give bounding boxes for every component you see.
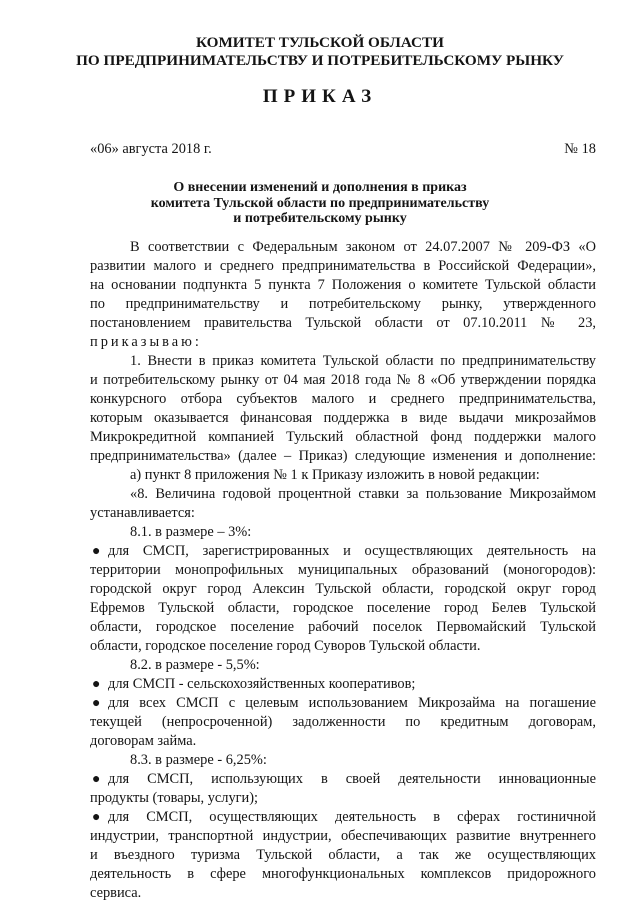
bullet-icon: ● bbox=[92, 810, 101, 825]
orders-word: приказываю: bbox=[90, 334, 202, 350]
body-line: по предпринимательству и потребительскому рынку, утвержденного bbox=[90, 296, 596, 312]
rate-8-1: 8.1. в размере – 3%: bbox=[130, 524, 252, 540]
body-line: конкурсного отбора субъектов малого и среднего предпринимательства, bbox=[90, 391, 596, 407]
document-title: ПРИКАЗ bbox=[262, 86, 378, 107]
bullet-icon: ● bbox=[92, 772, 101, 787]
subject-line1: О внесении изменений и дополнения в приказ bbox=[173, 180, 467, 195]
body-line: продукты (товары, услуги); bbox=[90, 790, 259, 806]
body-line: индустрии, транспортной индустрии, обеспечивающих развитие внутреннего bbox=[90, 828, 596, 844]
body-line: постановлением правительства Тульской области от 07.10.2011 № 23, bbox=[90, 315, 596, 331]
bullet-item: ● для СМСП, зарегистрированных и осуществляющих деятельность на bbox=[92, 543, 596, 559]
body-line: и потребительскому рынку от 04 мая 2018 года № 8 «Об утверждении порядка bbox=[90, 372, 596, 388]
bullet-icon: ● bbox=[92, 677, 101, 692]
bullet-icon: ● bbox=[92, 696, 101, 711]
body-line: Ефремов Тульской области, городское поселение город Белев Тульской bbox=[90, 600, 596, 616]
body-line: В соответствии с Федеральным законом от 24.07.2007 № 209-ФЗ «О bbox=[130, 239, 596, 255]
body-line: территории монопрофильных муниципальных образований (моногородов): bbox=[90, 562, 596, 578]
body-line: устанавливается: bbox=[90, 505, 195, 521]
body-line: Микрокредитной компанией Тульский областной фонд поддержки малого bbox=[90, 429, 596, 445]
body-line: предпринимательства» (далее – Приказ) следующие изменения и дополнение: bbox=[90, 448, 596, 464]
body-line: городской округ город Алексин Тульской области, городской округ город bbox=[90, 581, 596, 597]
body-line: области, городское поселение рабочий поселок Первомайский Тульской bbox=[90, 619, 596, 635]
rate-8-3: 8.3. в размере - 6,25%: bbox=[130, 752, 267, 768]
subject-line2: комитета Тульской области по предпринимательству bbox=[150, 195, 490, 211]
body-line: на основании подпункта 5 пункта 7 Положения о комитете Тульской области bbox=[90, 277, 596, 293]
bullet-item: ● для СМСП, использующих в своей деятельности инновационные bbox=[92, 771, 596, 787]
subject-line3: и потребительскому рынку bbox=[233, 211, 407, 226]
bullet-icon: ● bbox=[92, 544, 101, 559]
bullet-item: ● для СМСП - сельскохозяйственных кооперативов; bbox=[92, 676, 416, 692]
body-line: договорам займа. bbox=[90, 733, 197, 749]
item-a: а) пункт 8 приложения № 1 к Приказу изложить в новой редакции: bbox=[130, 467, 540, 483]
body-line: области, городское поселение город Суворов Тульской области. bbox=[90, 638, 481, 654]
order-number: № 18 bbox=[564, 141, 596, 157]
body-line: текущей (непросроченной) задолженности по кредитным договорам, bbox=[90, 714, 596, 730]
body-line: сервиса. bbox=[90, 885, 142, 901]
body-line: деятельность в сфере многофункциональных комплексов придорожного bbox=[90, 866, 596, 882]
body-line: и въездного туризма Тульской области, а так же осуществляющих bbox=[90, 847, 596, 863]
body-line: «8. Величина годовой процентной ставки за пользование Микрозаймом bbox=[130, 486, 596, 502]
body-line: которым оказывается финансовая поддержка в виде выдачи микрозаймов bbox=[90, 410, 596, 426]
date-line bbox=[90, 140, 596, 159]
order-date: «06» августа 2018 г. bbox=[90, 141, 212, 157]
rate-8-2: 8.2. в размере - 5,5%: bbox=[130, 657, 260, 673]
committee-name-line1: КОМИТЕТ ТУЛЬСКОЙ ОБЛАСТИ bbox=[196, 34, 444, 51]
committee-name-line2: ПО ПРЕДПРИНИМАТЕЛЬСТВУ И ПОТРЕБИТЕЛЬСКОМУ РЫНКУ bbox=[76, 52, 564, 69]
body-line: 1. Внести в приказ комитета Тульской области по предпринимательству bbox=[130, 353, 596, 369]
body-line: развитии малого и среднего предпринимательства в Российской Федерации», bbox=[90, 258, 596, 274]
bullet-item: ● для всех СМСП с целевым использованием Микрозайма на погашение bbox=[92, 695, 596, 711]
bullet-item: ● для СМСП, осуществляющих деятельность в сферах гостиничной bbox=[92, 809, 596, 825]
